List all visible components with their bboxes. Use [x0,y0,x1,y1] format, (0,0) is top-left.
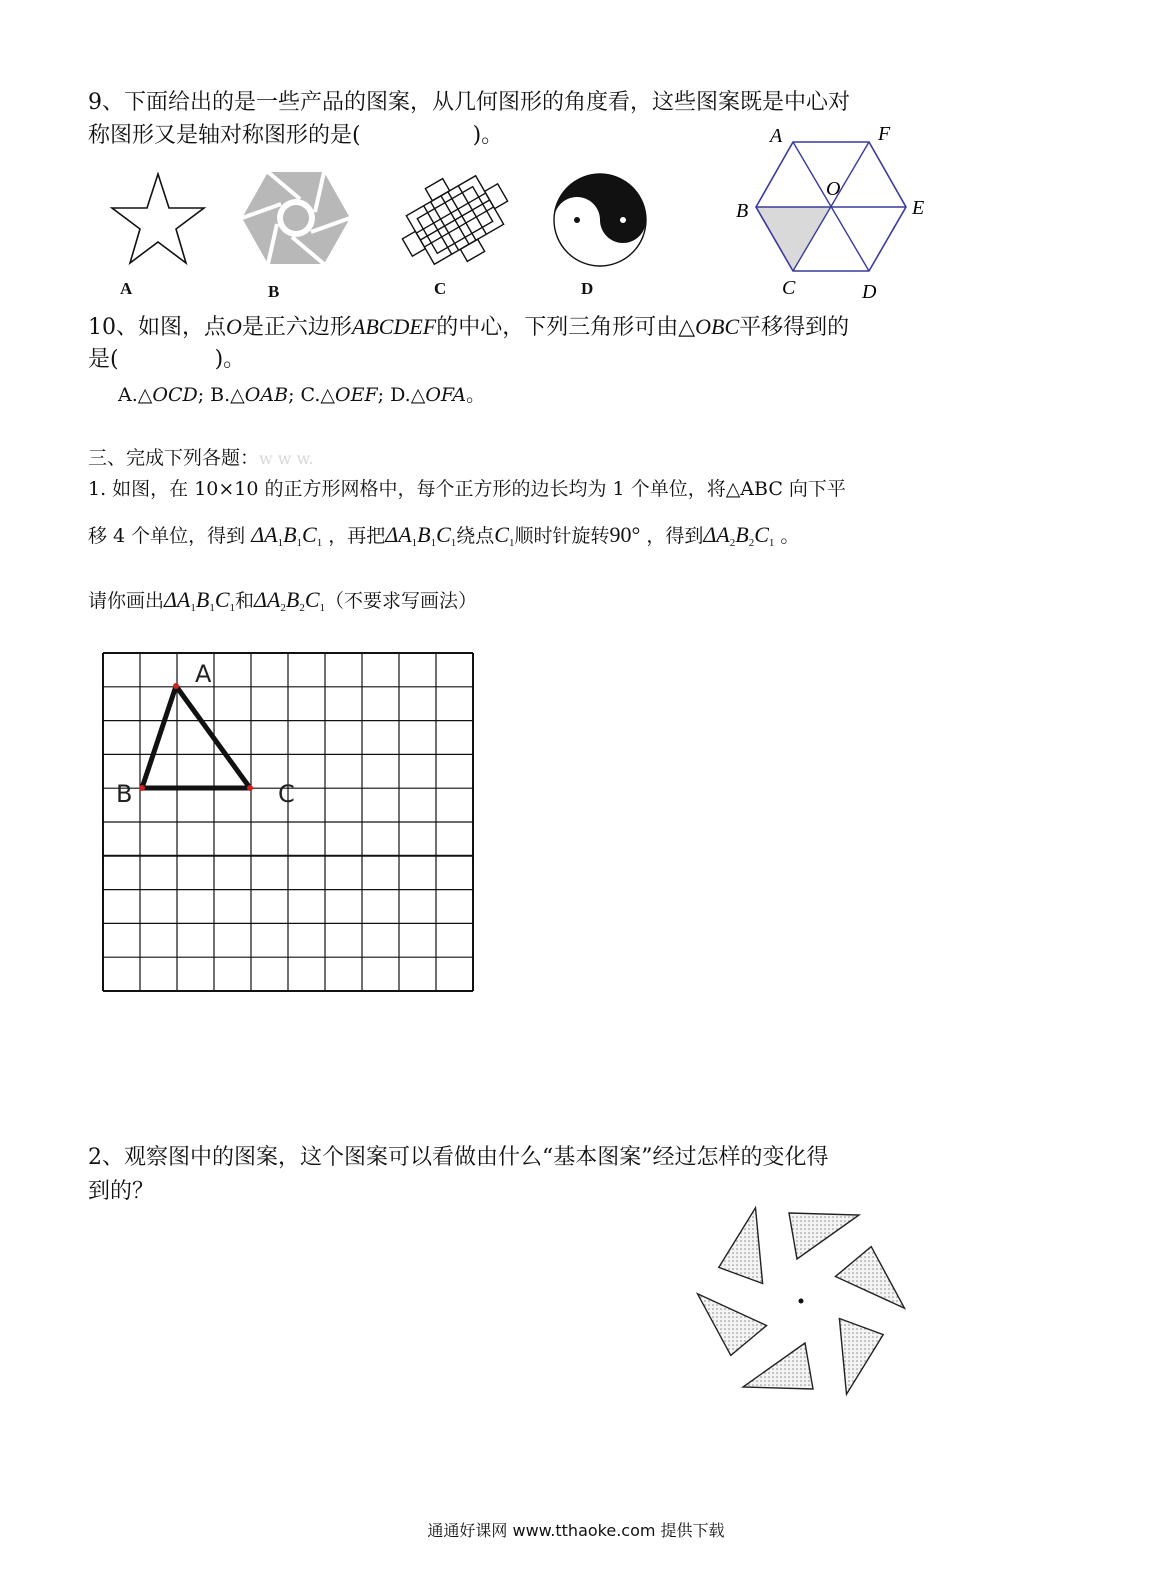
q10-option-d-value: OFA [425,384,467,406]
q10-point-o: O [226,314,242,339]
p1-triangle-1-again: $\Delta A_1B_1C_1$ [385,522,457,549]
grid-label-b: B [116,780,133,808]
q10-line-2 [88,345,245,375]
p2-line-1: 2、观察图中的图案，这个图案可以看做由什么“基本图案”经过怎样的变化得 [88,1145,829,1170]
p1-line-3 [88,585,477,623]
pinwheel-triangle [743,1343,813,1389]
q10-text-a: 10、如图，点 [88,315,226,340]
pinwheel-triangle [839,1319,883,1395]
q10-option-c: ; C.△ [288,384,336,406]
pinwheel-triangle [719,1208,763,1284]
p1-line-3-b: 和 [235,590,255,612]
vertex-e-label: E [912,197,925,219]
section-3-watermark: w w w. [259,449,314,468]
q10-option-b-value: OAB [244,384,289,406]
q10-text-d: 平移得到的 [739,315,850,340]
p1-line-2 [88,520,799,558]
p1-text-e: ，得到 [646,525,704,547]
p1-text-end: 。 [780,525,800,547]
pinwheel-triangle [698,1294,767,1356]
p1-line-3-c: （不要求写画法） [325,590,478,612]
knot-figure [390,170,520,270]
q9-line-1: 9、下面给出的是一些产品的图案，从几何图形的角度看，这些图案既是中心对 [88,90,850,115]
q10-option-d: ; D.△ [377,384,426,406]
section-3-title-text: 三、完成下列各题： [88,447,260,469]
star-figure [108,168,208,268]
p1-line-3-triangle-1: $\Delta A_1B_1C_1$ [164,587,236,614]
yin-yang-figure [552,172,648,268]
q9-line-2 [88,121,503,151]
q9-line-2-post: )。 [472,123,504,148]
vertex-a-dot [173,683,179,689]
p1-text-d: 顺时针旋转 [514,525,610,547]
q10-option-end: 。 [466,384,486,406]
vertex-f-label: F [878,123,891,145]
q10-option-a-value: OCD [152,384,198,406]
q10-hexagon-name: ABCDEF [351,314,437,339]
grid-label-a: A [195,660,212,688]
p1-angle: 90° [609,522,641,547]
grid-label-c: C [278,780,295,808]
section-3-title [88,443,313,474]
p1-triangle-1: $\Delta A_1B_1C_1$ [251,522,323,549]
vertex-c-label: C [782,277,796,299]
pinwheel-triangle [835,1247,904,1309]
p2-line-2: 到的？ [88,1179,155,1204]
vertex-c-dot [247,785,253,791]
q10-line-1 [88,312,849,343]
p1-text-c: 绕点 [456,525,495,547]
aperture-hexagon-figure [240,168,352,268]
q10-text-c: 的中心，下列三角形可由△ [436,315,696,340]
option-b-label: B [268,282,280,301]
triangle-pinwheel-figure [696,1204,906,1394]
p1-text-a: 移 4 个单位，得到 [88,525,246,547]
hexagon-diagram [730,122,940,302]
vertex-b-label: B [736,200,749,222]
option-d-label: D [581,279,594,298]
square-grid [102,652,474,992]
p1-point-c1: $C_1$ [494,522,515,549]
q10-option-c-value: OEF [335,384,378,406]
q10-option-a: A.△ [118,384,153,406]
triangle-abc [142,686,250,788]
p1-text-b: ，再把 [328,525,386,547]
q10-line-2-post: )。 [214,347,246,372]
pinwheel-triangle [789,1213,859,1259]
footer: 通通好课网 www.tthaoke.com 提供下载 [427,1521,725,1540]
q10-triangle-obc: OBC [695,314,740,339]
p1-line-1: 1. 如图，在 10×10 的正方形网格中，每个正方形的边长均为 1 个单位，将△ABC 向下平 [88,478,846,500]
vertex-a-label: A [770,125,783,147]
p1-triangle-2: $\Delta A_2B_2C_1$ [703,522,775,549]
p1-line-3-triangle-2: $\Delta A_2B_2C_1$ [254,587,326,614]
option-c-label: C [434,279,447,298]
q10-option-b: ; B.△ [197,384,245,406]
q9-line-2-pre: 称图形又是轴对称图形的是( [88,123,361,148]
option-a-label: A [120,279,133,298]
center-o-label: O [826,178,841,200]
p1-line-3-a: 请你画出 [88,590,165,612]
vertex-d-label: D [862,281,877,303]
q10-options [118,380,485,410]
vertex-b-dot [139,785,145,791]
q10-line-2-pre: 是( [88,347,119,372]
q10-text-b: 是正六边形 [241,315,352,340]
